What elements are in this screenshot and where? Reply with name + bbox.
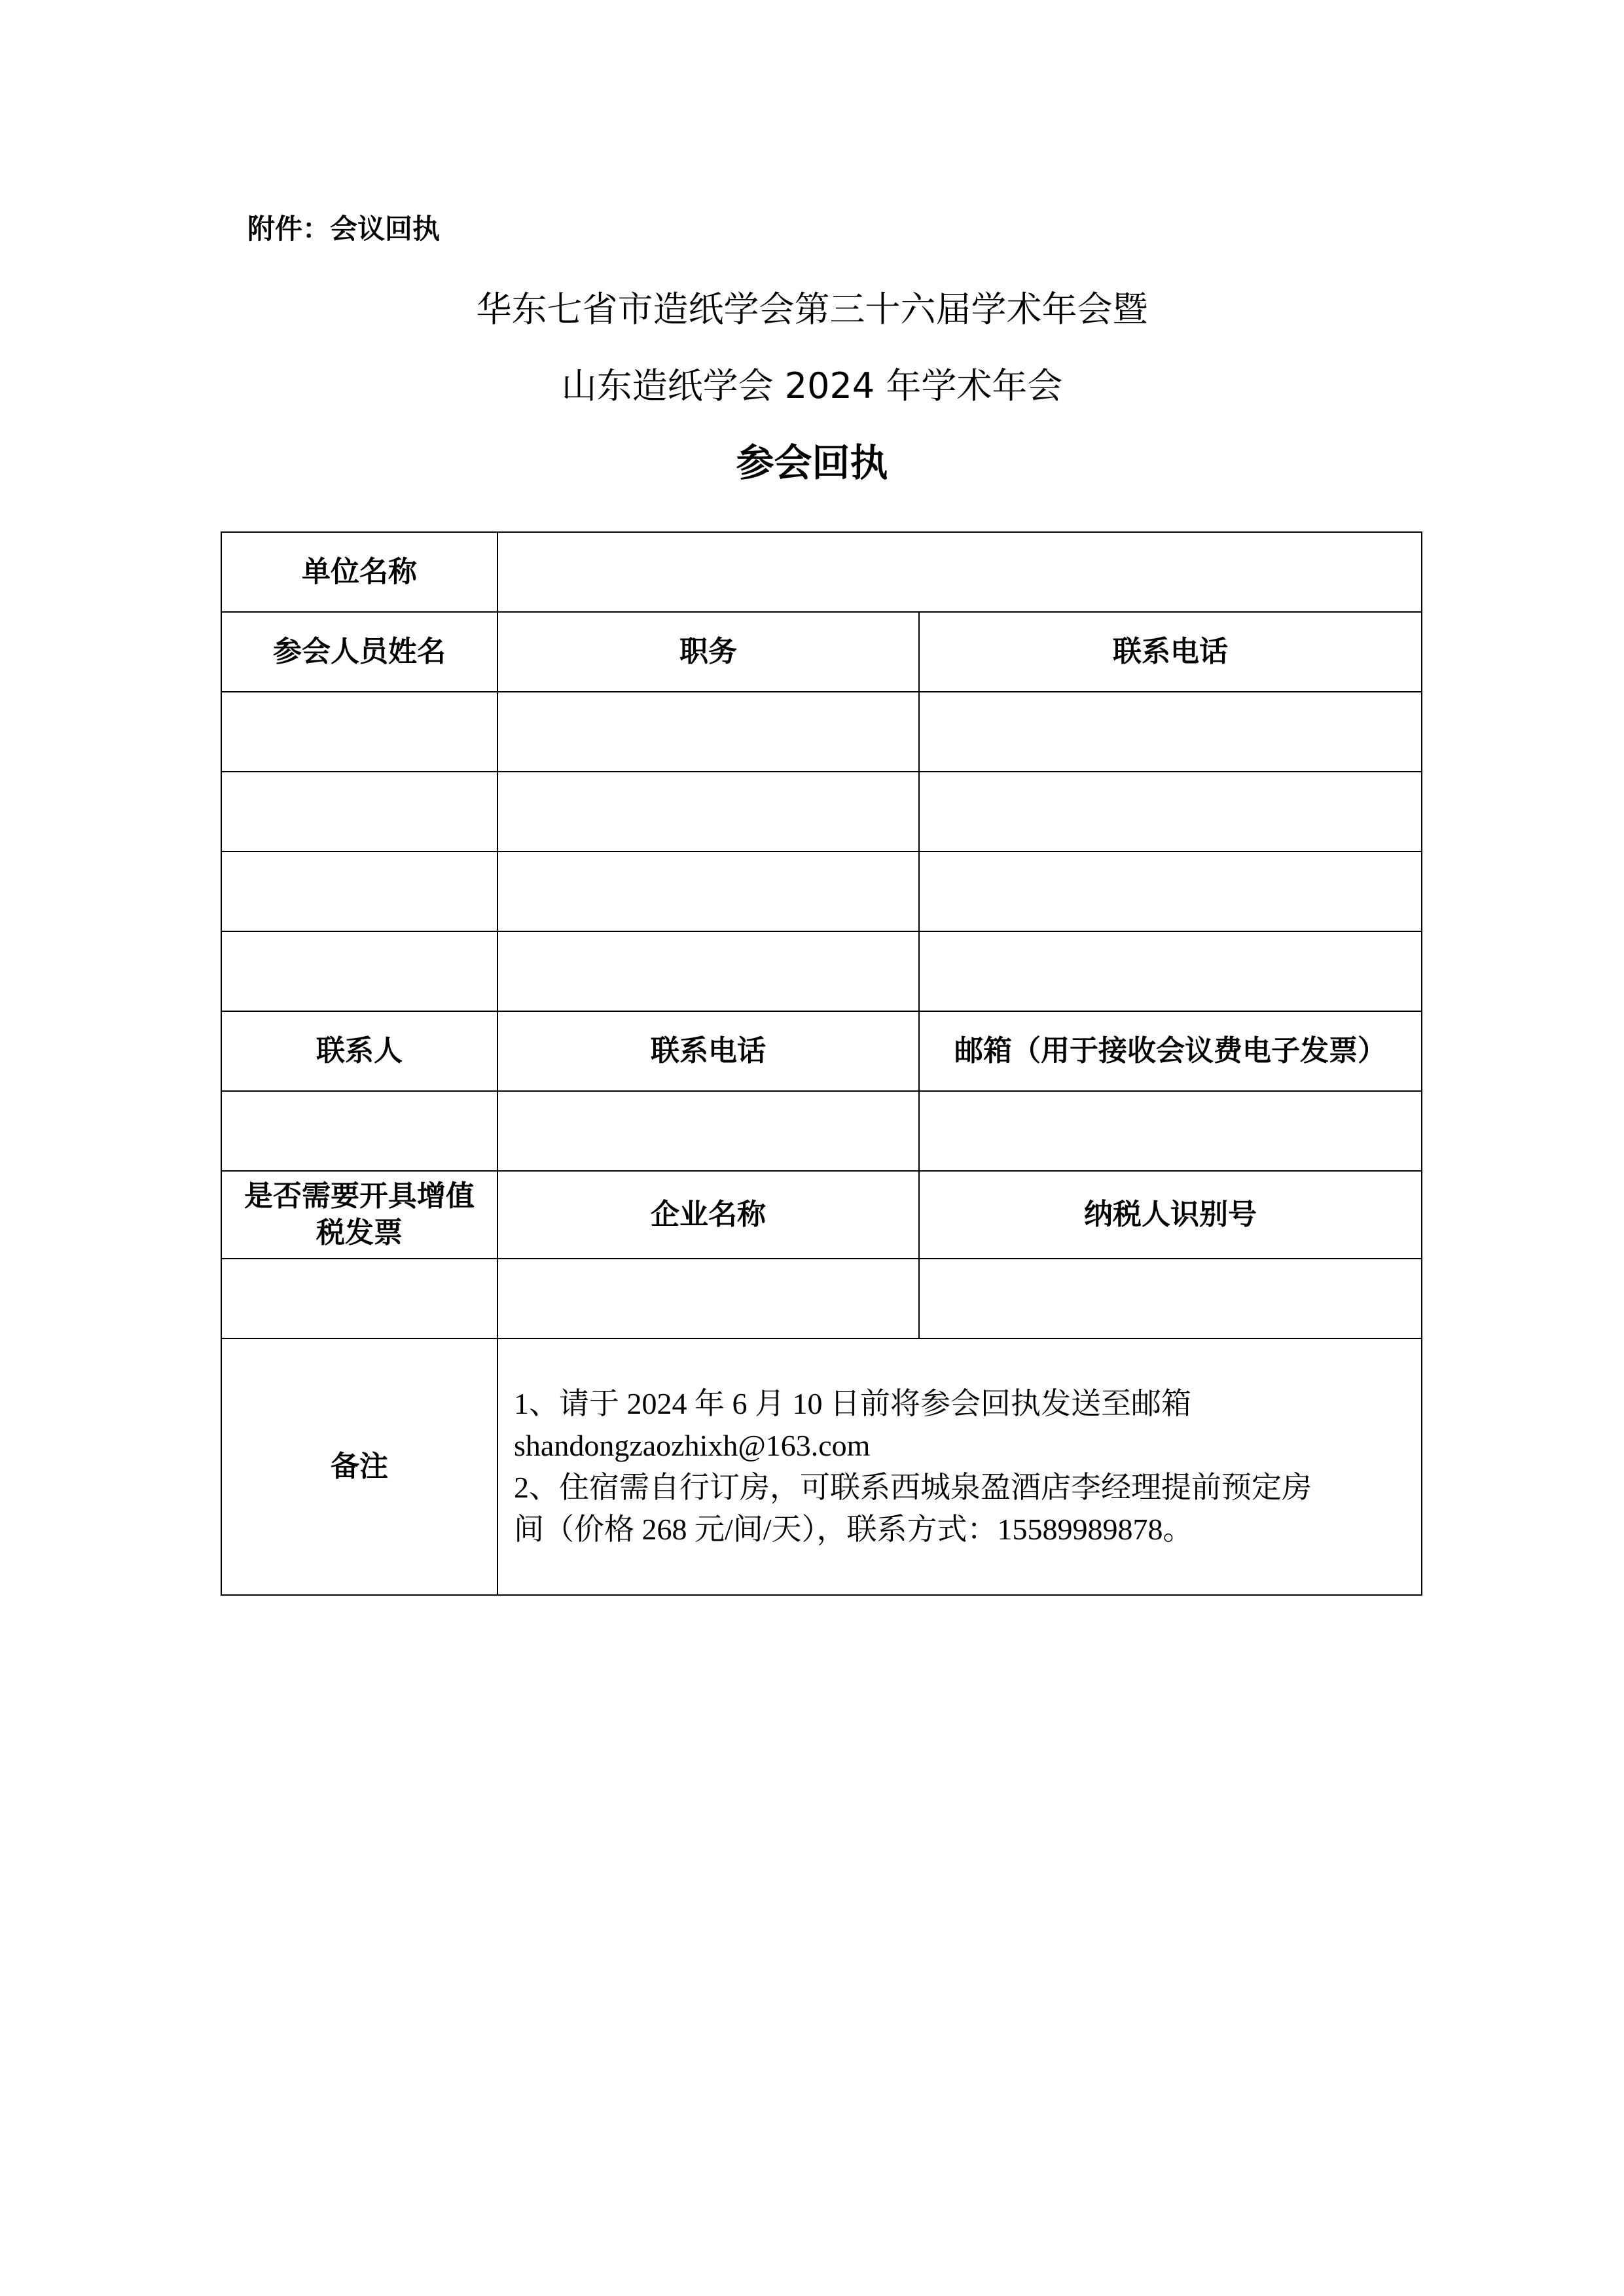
attendee-position-cell[interactable] [497, 852, 919, 931]
contact-email-cell[interactable] [919, 1091, 1422, 1171]
note-line: 1、请于 2024 年 6 月 10 日前将参会回执发送至邮箱 [514, 1387, 1191, 1420]
company-name-label: 企业名称 [497, 1171, 919, 1259]
invoice-question-cell [221, 1171, 497, 1259]
position-label: 职务 [497, 612, 919, 692]
document-title-line-1: 华东七省市造纸学会第三十六届学术年会暨 [476, 289, 1148, 330]
contact-person-label: 联系人 [221, 1011, 497, 1091]
attendee-row [221, 931, 1422, 1011]
attendee-name-cell[interactable] [221, 931, 497, 1011]
attendee-phone-cell[interactable] [919, 692, 1422, 772]
invoice-header-row [221, 1171, 1422, 1259]
attendee-position-cell[interactable] [497, 692, 919, 772]
taxpayer-id-cell[interactable] [919, 1259, 1422, 1338]
contact-phone-cell[interactable] [497, 1091, 919, 1171]
attendee-position-cell[interactable] [497, 772, 919, 852]
notes-row [221, 1338, 1422, 1595]
attendee-name-cell[interactable] [221, 772, 497, 852]
contact-person-cell[interactable] [221, 1091, 497, 1171]
attendee-position-cell[interactable] [497, 931, 919, 1011]
unit-name-label: 单位名称 [221, 532, 497, 612]
phone-label: 联系电话 [919, 612, 1422, 692]
notes-label: 备注 [221, 1338, 497, 1595]
attachment-label: 附件：会议回执 [247, 213, 441, 245]
attendee-name-label: 参会人员姓名 [221, 612, 497, 692]
note-line: 2、住宿需自行订房，可联系西城泉盈酒店李经理提前预定房 [514, 1471, 1312, 1504]
attendee-row [221, 852, 1422, 931]
invoice-question-label: 是否需要开具增值税发票 [244, 1179, 475, 1249]
contact-row [221, 1091, 1422, 1171]
attendee-phone-cell[interactable] [919, 772, 1422, 852]
attendee-header-row [221, 612, 1422, 692]
contact-header-row [221, 1011, 1422, 1091]
document-title-line-2: 山东造纸学会 2024 年学术年会 [561, 365, 1063, 406]
document-title-line-3: 参会回执 [736, 440, 888, 485]
attendee-row [221, 772, 1422, 852]
taxpayer-id-label: 纳税人识别号 [919, 1171, 1422, 1259]
unit-name-row [221, 532, 1422, 612]
email-label: 邮箱（用于接收会议费电子发票） [919, 1011, 1422, 1091]
attendee-phone-cell[interactable] [919, 931, 1422, 1011]
company-name-cell[interactable] [497, 1259, 919, 1338]
note-line: 间（价格 268 元/间/天），联系方式：15589989878。 [514, 1513, 1193, 1546]
attendee-phone-cell[interactable] [919, 852, 1422, 931]
unit-name-value-cell[interactable] [497, 532, 1422, 612]
registration-receipt-table [221, 531, 1422, 1596]
attendee-name-cell[interactable] [221, 692, 497, 772]
contact-phone-label: 联系电话 [497, 1011, 919, 1091]
attendee-row [221, 692, 1422, 772]
invoice-needed-cell[interactable] [221, 1259, 497, 1338]
attendee-name-cell[interactable] [221, 852, 497, 931]
invoice-row [221, 1259, 1422, 1338]
notes-content [497, 1338, 1422, 1595]
note-email-line: shandongzaozhixh@163.com [514, 1429, 871, 1462]
